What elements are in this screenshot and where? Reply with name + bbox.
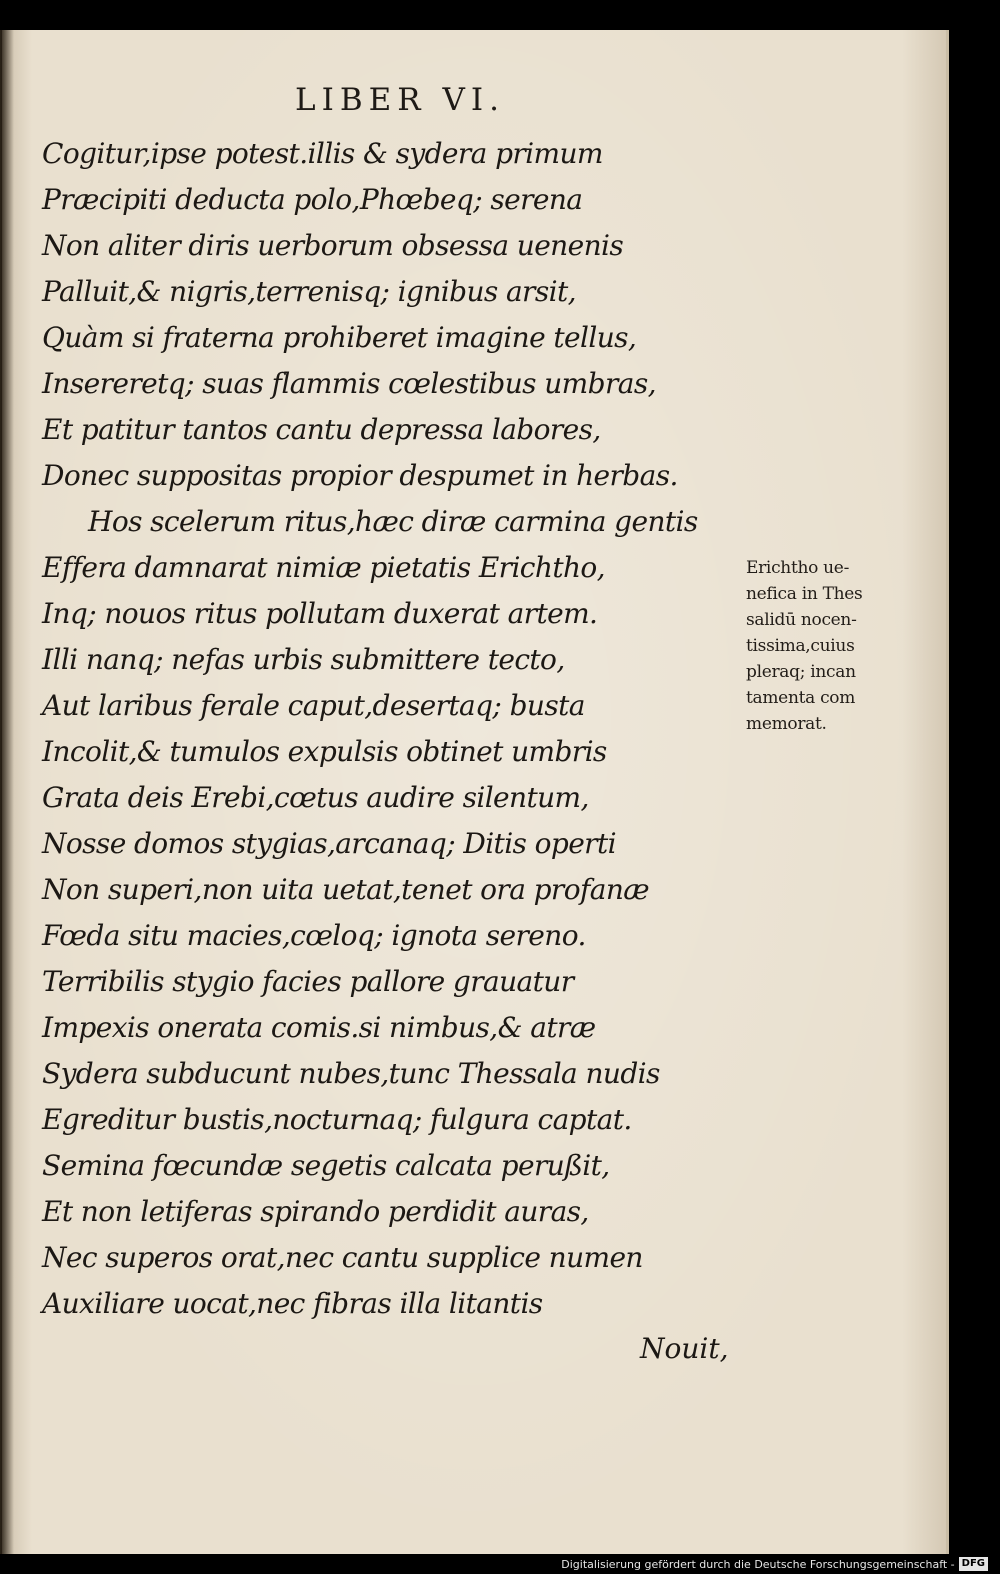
verse-line: Sydera subducunt nubes,tunc Thessala nudis	[42, 1057, 660, 1090]
verse-line: Grata deis Erebi,cœtus audire silentum,	[42, 781, 589, 814]
marginal-note	[746, 555, 906, 737]
funding-notice: Digitalisierung gefördert durch die Deutsche Forschungsgemeinschaft -	[561, 1557, 955, 1571]
verse-line: Non aliter diris uerborum obsessa uenenis	[42, 229, 624, 262]
verse-line: Inq; nouos ritus pollutam duxerat artem.	[42, 597, 598, 630]
verse-line: Palluit,& nigris,terrenisq; ignibus arsit,	[42, 275, 576, 308]
verse-text	[42, 131, 722, 1327]
verse-line: Impexis onerata comis.si nimbus,& atræ	[42, 1011, 596, 1044]
verse-line: Nec superos orat,nec cantu supplice numen	[42, 1241, 643, 1274]
verse-line: Hos scelerum ritus,hæc diræ carmina gentis	[88, 505, 698, 538]
running-head: LIBER VI.	[295, 82, 505, 118]
verse-line: Et non letiferas spirando perdidit auras,	[42, 1195, 589, 1228]
marginal-note-line: memorat.	[746, 714, 827, 734]
verse-line: Semina fœcundæ segetis calcata perußit,	[42, 1149, 610, 1182]
marginal-note-line: tamenta com	[746, 688, 856, 708]
verse-line: Effera damnarat nimiæ pietatis Erichtho,	[42, 551, 605, 584]
verse-line: Præcipiti deducta polo,Phœbeq; serena	[42, 183, 583, 216]
verse-line: Incolit,& tumulos expulsis obtinet umbris	[42, 735, 607, 768]
verse-line: Quàm si fraterna prohiberet imagine tellus,	[42, 321, 637, 354]
marginal-note-line: nefica in Thes	[746, 584, 863, 604]
verse-line: Auxiliare uocat,nec fibras illa litantis	[42, 1287, 543, 1320]
catchword: Nouit,	[640, 1332, 729, 1365]
verse-line: Non superi,non uita uetat,tenet ora profanæ	[42, 873, 649, 906]
verse-line: Egreditur bustis,nocturnaq; fulgura captat.	[42, 1103, 632, 1136]
verse-line: Aut laribus ferale caput,desertaq; busta	[42, 689, 585, 722]
verse-line: Et patitur tantos cantu depressa labores,	[42, 413, 601, 446]
verse-line: Cogitur,ipse potest.illis & sydera primum	[42, 137, 603, 170]
page-gutter-shadow	[0, 30, 14, 1554]
verse-line: Fœda situ macies,cœloq; ignota sereno.	[42, 919, 586, 952]
verse-line: Terribilis stygio facies pallore grauatur	[42, 965, 574, 998]
marginal-note-line: tissima,cuius	[746, 636, 855, 656]
verse-line: Illi nanq; nefas urbis submittere tecto,	[42, 643, 565, 676]
dfg-logo: DFG	[959, 1557, 988, 1571]
marginal-note-line: pleraq; incan	[746, 662, 856, 682]
marginal-note-line: salidū nocen-	[746, 610, 857, 630]
marginal-note-line: Erichtho ue-	[746, 558, 850, 578]
verse-line: Nosse domos stygias,arcanaq; Ditis operti	[42, 827, 616, 860]
verse-line: Insereretq; suas flammis cœlestibus umbras,	[42, 367, 656, 400]
verse-line: Donec suppositas propior despumet in herbas.	[42, 459, 678, 492]
digitization-footer	[561, 1554, 988, 1574]
